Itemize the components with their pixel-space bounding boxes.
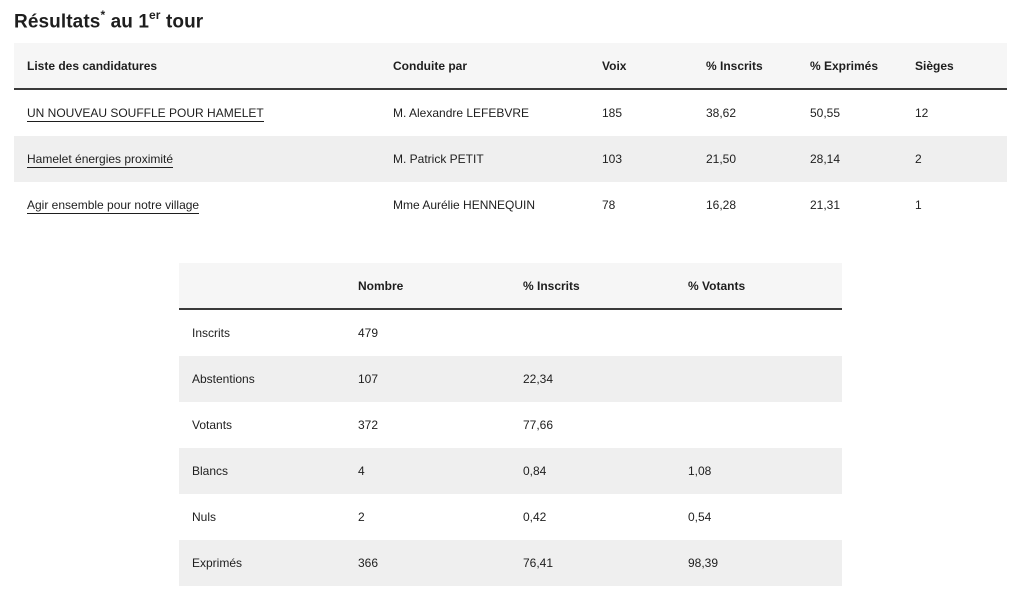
pct-inscrits-cell: [510, 309, 675, 356]
sieges-cell: 2: [902, 136, 1007, 182]
table-row: [179, 356, 842, 402]
pct-votants-cell: 98,39: [675, 540, 842, 586]
column-header-voix: Voix: [589, 43, 693, 89]
pct-votants-cell: [675, 356, 842, 402]
results-table: [14, 43, 1007, 228]
leader-cell: Mme Aurélie HENNEQUIN: [380, 182, 589, 228]
leader-cell: M. Alexandre LEFEBVRE: [380, 89, 589, 136]
row-label: Exprimés: [179, 540, 345, 586]
row-label: Blancs: [179, 448, 345, 494]
nombre-cell: 2: [345, 494, 510, 540]
list-name-cell: [14, 136, 380, 182]
page-title: [14, 2, 203, 36]
participation-table: [179, 263, 842, 586]
pct-inscrits-cell: 0,84: [510, 448, 675, 494]
leader-cell: M. Patrick PETIT: [380, 136, 589, 182]
pct-inscrits-cell: 38,62: [693, 89, 797, 136]
list-link[interactable]: Hamelet énergies proximité: [27, 152, 174, 166]
nombre-cell: 4: [345, 448, 510, 494]
nombre-cell: 479: [345, 309, 510, 356]
pct-exprimes-cell: 28,14: [797, 136, 902, 182]
pct-inscrits-cell: 22,34: [510, 356, 675, 402]
column-header-pct-inscrits: % Inscrits: [510, 263, 675, 309]
column-header-liste: Liste des candidatures: [14, 43, 380, 89]
pct-votants-cell: 0,54: [675, 494, 842, 540]
list-link[interactable]: UN NOUVEAU SOUFFLE POUR HAMELET: [27, 106, 264, 120]
title-end: tour: [160, 11, 204, 33]
column-header-pct-exprimes: % Exprimés: [797, 43, 902, 89]
sieges-cell: 12: [902, 89, 1007, 136]
column-header-pct-inscrits: % Inscrits: [693, 43, 797, 89]
title-ordinal: er: [149, 8, 161, 22]
table-row: [179, 540, 842, 586]
pct-inscrits-cell: 0,42: [510, 494, 675, 540]
list-name-cell: [14, 182, 380, 228]
voix-cell: 103: [589, 136, 693, 182]
title-asterisk: *: [100, 8, 106, 22]
column-header-sieges: Sièges: [902, 43, 1007, 89]
sieges-cell: 1: [902, 182, 1007, 228]
table-row: [179, 448, 842, 494]
list-link[interactable]: Agir ensemble pour notre village: [27, 198, 200, 212]
table-row: [179, 494, 842, 540]
nombre-cell: 107: [345, 356, 510, 402]
pct-votants-cell: [675, 402, 842, 448]
table-row: [14, 89, 1007, 136]
pct-exprimes-cell: 50,55: [797, 89, 902, 136]
nombre-cell: 366: [345, 540, 510, 586]
stats-header-row: [179, 263, 842, 309]
pct-inscrits-cell: 16,28: [693, 182, 797, 228]
column-header-pct-votants: % Votants: [675, 263, 842, 309]
row-label: Nuls: [179, 494, 345, 540]
list-name-cell: [14, 89, 380, 136]
row-label: Votants: [179, 402, 345, 448]
table-row: [14, 136, 1007, 182]
pct-inscrits-cell: 76,41: [510, 540, 675, 586]
table-row: [14, 182, 1007, 228]
table-row: [179, 402, 842, 448]
row-label: Abstentions: [179, 356, 345, 402]
title-middle: au 1: [105, 11, 150, 33]
pct-votants-cell: [675, 309, 842, 356]
voix-cell: 185: [589, 89, 693, 136]
column-header-nombre: Nombre: [345, 263, 510, 309]
table-row: [179, 309, 842, 356]
pct-inscrits-cell: 21,50: [693, 136, 797, 182]
nombre-cell: 372: [345, 402, 510, 448]
column-header-empty: [179, 263, 345, 309]
row-label: Inscrits: [179, 309, 345, 356]
pct-inscrits-cell: 77,66: [510, 402, 675, 448]
title-main: Résultats: [14, 11, 101, 33]
voix-cell: 78: [589, 182, 693, 228]
column-header-conduite: Conduite par: [380, 43, 589, 89]
pct-votants-cell: 1,08: [675, 448, 842, 494]
results-header-row: [14, 43, 1007, 89]
pct-exprimes-cell: 21,31: [797, 182, 902, 228]
